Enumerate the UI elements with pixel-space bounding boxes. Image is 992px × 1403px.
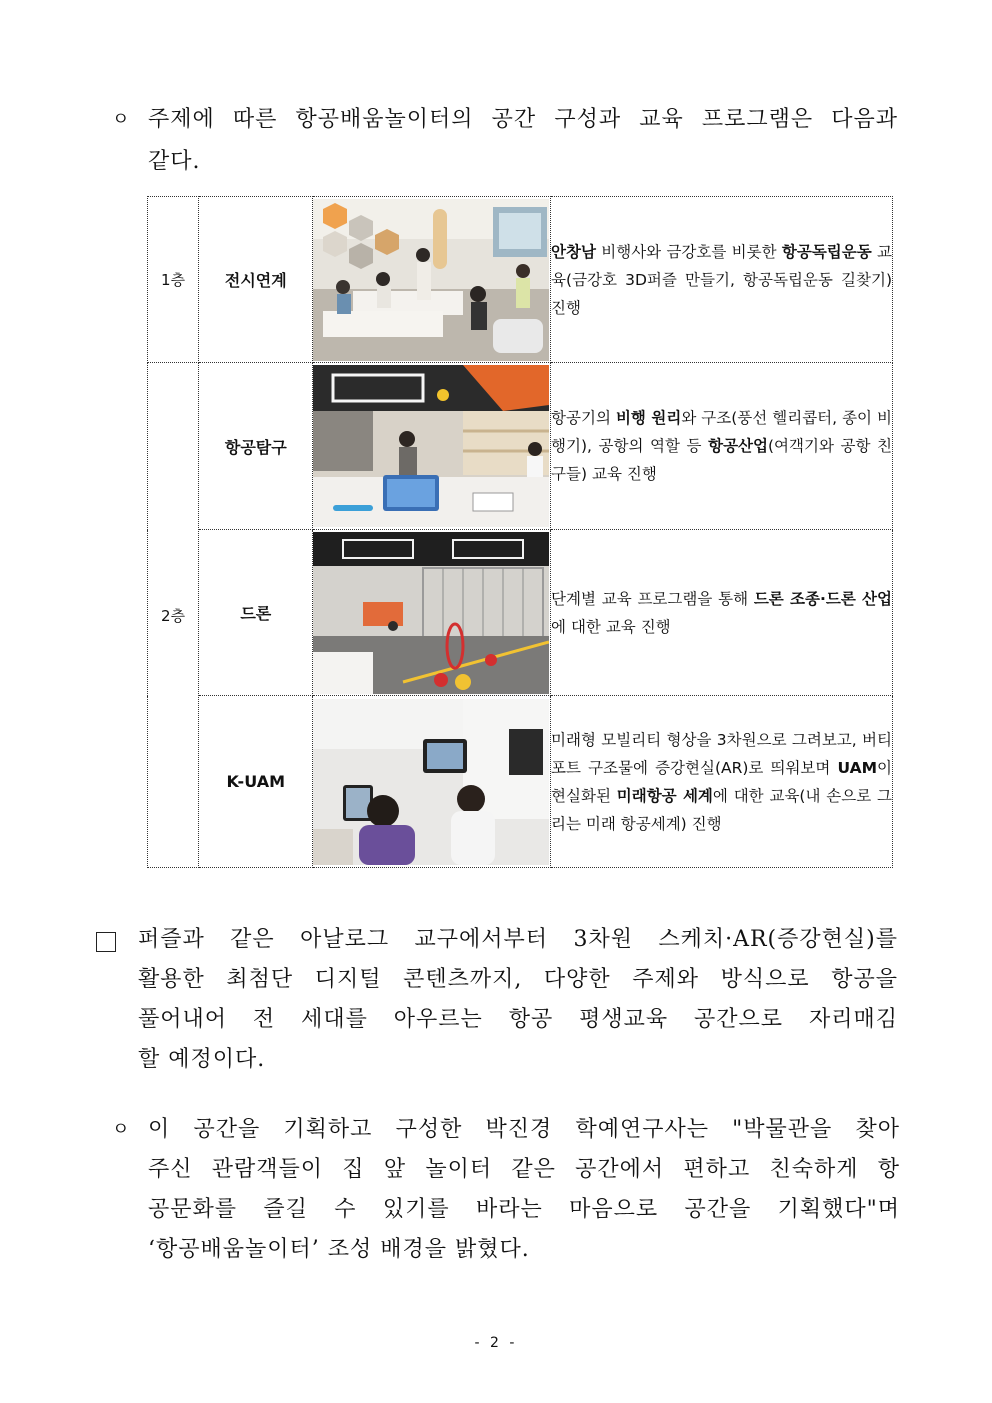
photo-cell (313, 197, 551, 363)
desc-text: 에 대한 교육(내 손으로 그리는 미래 항공세계) 진행 (551, 786, 892, 833)
desc-bold: 드론 조종·드론 산업 (753, 589, 892, 608)
checkbox-square-icon (96, 932, 116, 952)
intro-line-1: 주제에 따른 항공배움놀이터의 공간 구성과 교육 프로그램은 다음과 (148, 107, 898, 132)
photo-cell (313, 363, 551, 530)
desc-text: 단계별 교육 프로그램을 통해 (551, 589, 754, 608)
paragraph-line: 이 공간을 기획하고 구성한 박진경 학예연구사는 "박물관을 찾아 (148, 1117, 900, 1142)
bullet-marker: ㅇ (112, 109, 131, 130)
paragraph-line: 공문화를 즐길 수 있기를 바라는 마음으로 공간을 기획했다"며 (148, 1197, 900, 1222)
desc-bold: 안창남 (551, 242, 596, 261)
floor-cell: 1층 (148, 197, 199, 363)
table-row (148, 530, 893, 696)
desc-bold: 항공산업 (708, 437, 768, 455)
table-row (148, 696, 893, 868)
table-row (148, 197, 893, 363)
desc-bold: 미래항공 세계 (616, 786, 713, 805)
desc-text: 미래형 모빌리티 형상을 3차원으로 그려보고, 버티포트 구조물에 증강현실(AR)로 띄워보며 (551, 730, 892, 777)
paragraph-line: 퍼즐과 같은 아날로그 교구에서부터 3차원 스케치·AR(증강현실)를 (138, 927, 898, 952)
desc-text: 에 대한 교육 진행 (551, 617, 671, 636)
paragraph-line: ‘항공배움놀이터’ 조성 배경을 밝혔다. (148, 1237, 530, 1262)
paragraph-line: 활용한 최첨단 디지털 콘텐츠까지, 다양한 주제와 방식으로 항공을 (138, 967, 898, 992)
space-name-cell: 항공탐구 (199, 363, 313, 530)
paragraph-line: 주신 관람객들이 집 앞 놀이터 같은 공간에서 편하고 친숙하게 항 (148, 1157, 900, 1182)
desc-text: (여객기와 공항 친구들) 교육 진행 (551, 437, 892, 483)
desc-text: 이 현실화된 (551, 758, 892, 805)
description-cell (551, 363, 893, 530)
k-uam-ar-experience-photo (313, 699, 549, 865)
exhibition-linked-classroom-photo (313, 199, 549, 361)
box-paragraph-text (138, 920, 898, 1080)
drone-training-room-photo (313, 532, 549, 694)
space-name-cell: K-UAM (199, 696, 313, 868)
desc-text: 비행사와 금강호를 비롯한 (595, 242, 782, 261)
desc-text: 와 구조(풍선 헬리콥터, 종이 비행기), 공항의 역할 등 (551, 409, 892, 455)
space-name-cell: 전시연계 (199, 197, 313, 363)
paragraph-line: 풀어내어 전 세대를 아우르는 항공 평생교육 공간으로 자리매김 (138, 1007, 898, 1032)
desc-bold: 비행 원리 (615, 409, 682, 427)
bullet-marker: ㅇ (112, 1119, 131, 1140)
desc-bold: 항공독립운동 (781, 242, 872, 261)
description-cell (551, 696, 893, 868)
program-table (147, 196, 893, 868)
paragraph-line: 할 예정이다. (138, 1047, 266, 1072)
photo-cell (313, 696, 551, 868)
photo-cell (313, 530, 551, 696)
page-number: - 2 - (474, 1335, 518, 1351)
space-name-cell: 드론 (199, 530, 313, 696)
desc-text: 교육(금강호 3D퍼즐 만들기, 항공독립운동 길찾기) 진행 (551, 242, 892, 317)
desc-bold: UAM (837, 758, 878, 777)
description-cell (551, 530, 893, 696)
intro-line-2: 같다. (148, 149, 201, 174)
floor-cell: 2층 (148, 363, 199, 868)
aviation-exploration-room-photo (313, 365, 549, 527)
quote-paragraph-text (148, 1110, 900, 1270)
desc-text: 항공기의 (551, 409, 616, 427)
table-row (148, 363, 893, 530)
description-cell (551, 197, 893, 363)
